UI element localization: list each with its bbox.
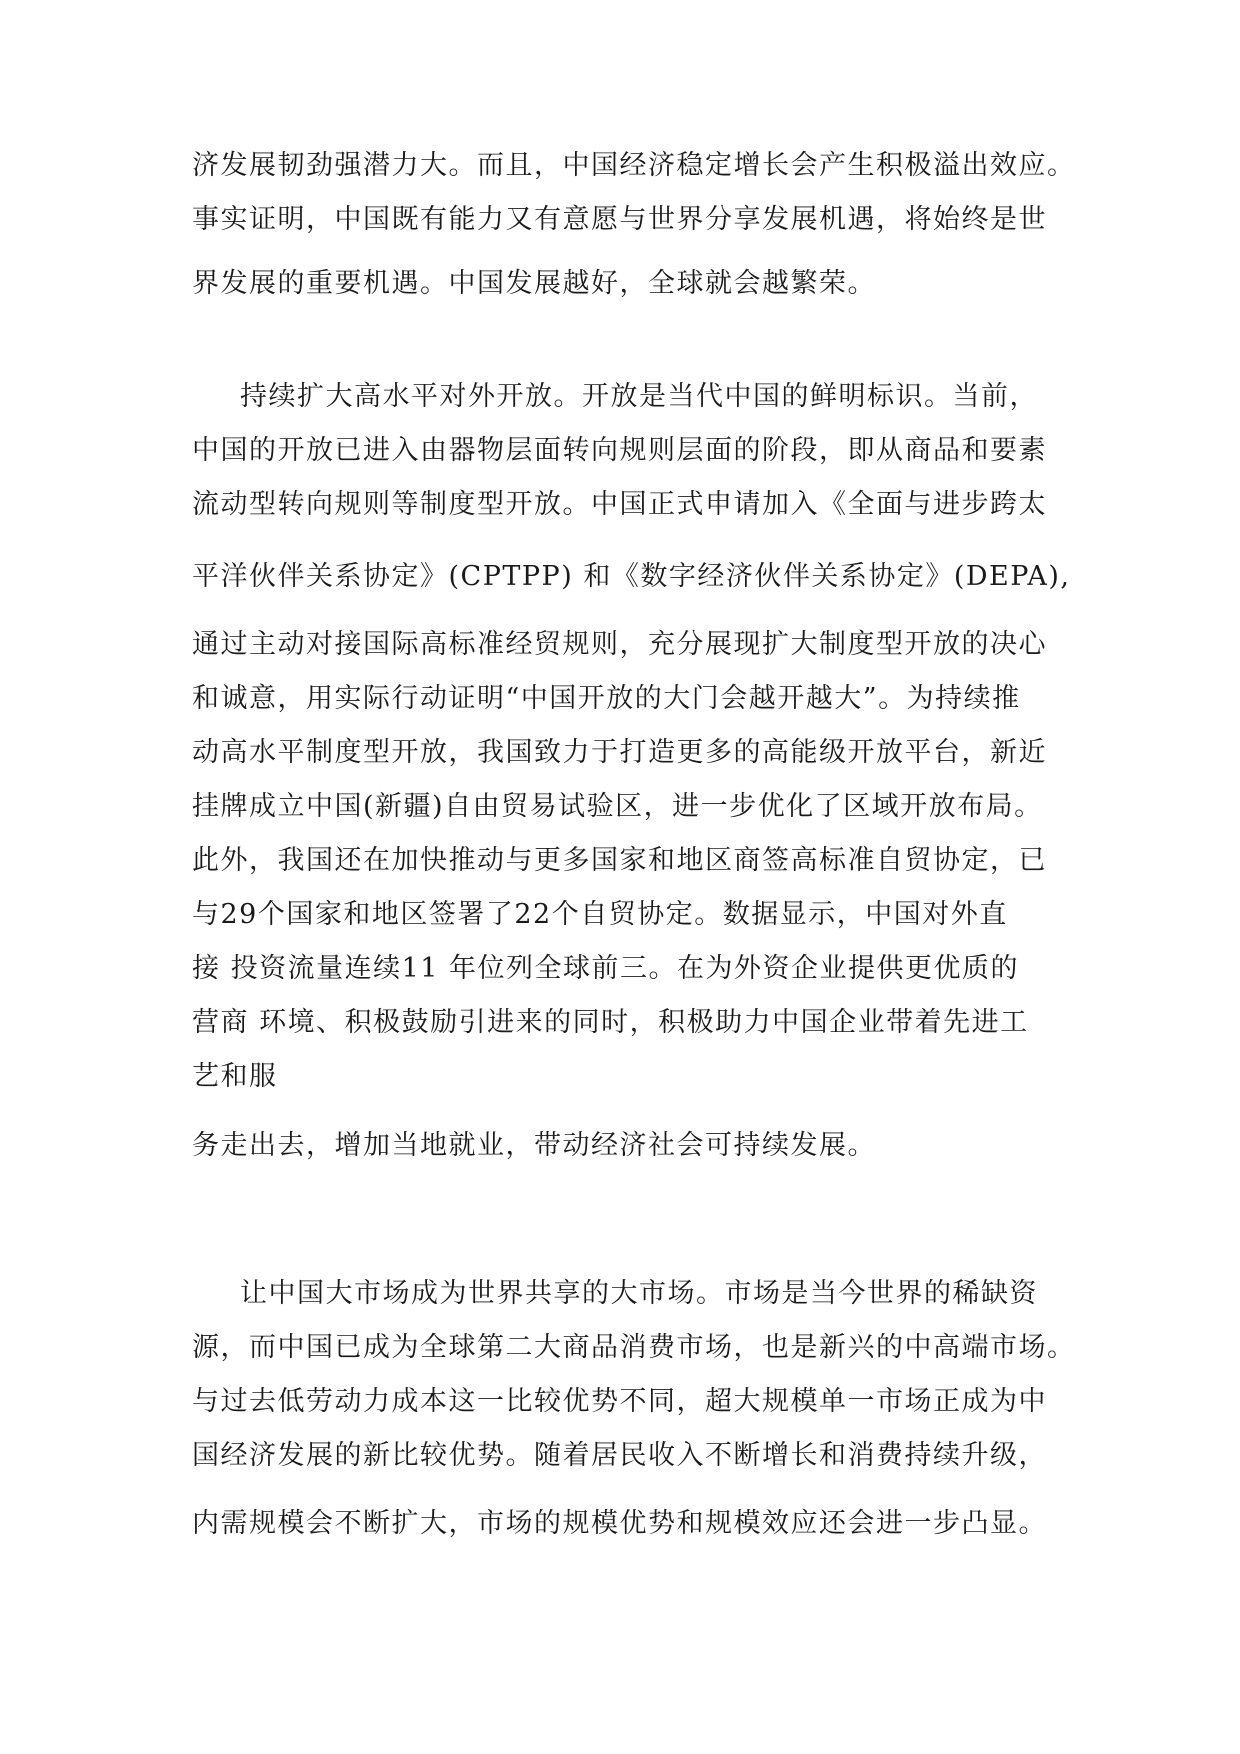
text-line: 让中国大市场成为世界共享的大市场。市场是当今世界的稀缺资 [240, 1278, 1038, 1309]
text-line: 界发展的重要机遇。中国发展越好，全球就会越繁荣。 [192, 268, 876, 299]
text-line: 国经济发展的新比较优势。随着居民收入不断增长和消费持续升级， [192, 1440, 1047, 1471]
text-line: 和诚意，用实际行动证明“中国开放的大门会越开越大”。为持续推 [192, 683, 1021, 714]
text-line: 济发展韧劲强潜力大。而且，中国经济稳定增长会产生积极溢出效应。 [192, 150, 1076, 181]
text-line: 中国的开放已进入由器物层面转向规则层面的阶段，即从商品和要素 [192, 435, 1047, 466]
text-line: 营商 环境、积极鼓励引进来的同时，积极助力中国企业带着先进工 [192, 1007, 1029, 1038]
text-line: 务走出去，增加当地就业，带动经济社会可持续发展。 [192, 1130, 876, 1161]
text-line: 平洋伙伴关系协定》(CPTPP) 和《数字经济伙伴关系协定》(DEPA), [192, 561, 1071, 592]
text-line: 接 投资流量连续11 年位列全球前三。在为外资企业提供更优质的 [192, 953, 1020, 984]
text-line: 源，而中国已成为全球第二大商品消费市场，也是新兴的中高端市场。 [192, 1332, 1076, 1363]
text-line: 内需规模会不断扩大，市场的规模优势和规模效应还会进一步凸显。 [192, 1508, 1047, 1539]
text-line: 事实证明，中国既有能力又有意愿与世界分享发展机遇，将始终是世 [192, 204, 1047, 235]
text-line: 通过主动对接国际高标准经贸规则，充分展现扩大制度型开放的决心 [192, 629, 1047, 660]
text-line: 流动型转向规则等制度型开放。中国正式申请加入《全面与进步跨太 [192, 489, 1047, 520]
text-line: 与29个国家和地区签署了22个自贸协定。数据显示，中国对外直 [192, 899, 1008, 930]
text-line: 持续扩大高水平对外开放。开放是当代中国的鲜明标识。当前， [240, 381, 1038, 412]
text-line: 动高水平制度型开放，我国致力于打造更多的高能级开放平台，新近 [192, 737, 1047, 768]
text-line: 此外，我国还在加快推动与更多国家和地区商签高标准自贸协定，已 [192, 845, 1047, 876]
text-line: 与过去低劳动力成本这一比较优势不同，超大规模单一市场正成为中 [192, 1386, 1047, 1417]
text-line: 艺和服 [192, 1061, 278, 1092]
text-line: 挂牌成立中国(新疆)自由贸易试验区，进一步优化了区域开放布局。 [192, 791, 1043, 822]
